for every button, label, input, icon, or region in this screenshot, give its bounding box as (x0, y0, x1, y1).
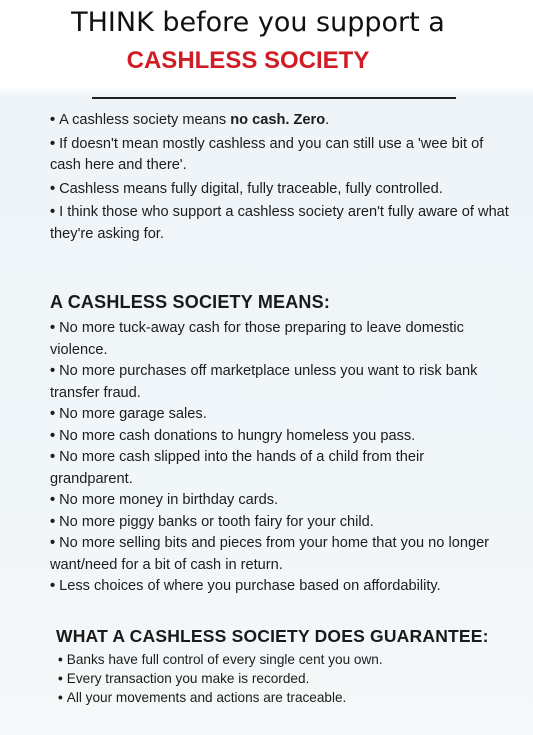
intro-item (50, 134, 510, 177)
list-item (58, 669, 498, 688)
list-item (50, 404, 510, 426)
list-item (50, 490, 510, 512)
intro-item-2-text: If doesn't mean mostly cashless and you can still use a 'wee bit of cash here and there'. (50, 135, 484, 174)
means-item-text: Less choices of where you purchase based on affordability. (59, 578, 441, 594)
intro-item (50, 110, 510, 132)
intro-item-3-text: Cashless means fully digital, fully traceable, fully controlled. (59, 180, 443, 197)
bullet-icon: • (58, 690, 63, 705)
guarantee-list (58, 650, 498, 707)
bullet-icon: • (50, 135, 56, 152)
bullet-icon: • (50, 513, 56, 530)
bullet-icon: • (58, 652, 63, 667)
means-item-text: No more purchases off marketplace unless you want to risk bank transfer fraud. (50, 363, 478, 401)
list-item (50, 361, 510, 404)
bullet-icon: • (50, 406, 56, 422)
bullet-icon: • (50, 535, 56, 551)
bullet-icon: • (50, 449, 56, 465)
bullet-icon: • (50, 320, 56, 336)
list-item (50, 318, 510, 361)
means-item-text: No more money in birthday cards. (59, 492, 279, 508)
list-item (58, 650, 498, 669)
guarantee-item-text: Every transaction you make is recorded. (66, 671, 310, 686)
intro-item (50, 202, 510, 245)
means-list (50, 318, 510, 598)
list-item (50, 576, 510, 598)
list-item (50, 426, 510, 448)
means-item-text: No more cash donations to hungry homeless you pass. (59, 427, 416, 444)
means-item-text: No more tuck-away cash for those preparing to leave domestic violence. (50, 320, 464, 358)
bullet-icon: • (50, 204, 56, 221)
title-line-1: THINK before you support a (71, 7, 445, 38)
bullet-icon: • (50, 112, 56, 128)
list-item (50, 533, 510, 576)
intro-item-1-text: A cashless society means (59, 112, 231, 128)
guarantee-item-text: All your movements and actions are traceable. (66, 690, 347, 705)
means-item-text: No more garage sales. (59, 406, 207, 422)
intro-item (50, 179, 510, 201)
means-item-text: No more selling bits and pieces from your home that you no longer want/need for a bit of cash in return. (50, 535, 490, 573)
title-line-2: CASHLESS SOCIETY (126, 47, 370, 74)
guarantee-heading: WHAT A CASHLESS SOCIETY DOES GUARANTEE: (56, 626, 489, 646)
bullet-icon: • (58, 671, 63, 686)
intro-item-4-text: I think those who support a cashless society aren't fully aware of what they're asking for. (50, 204, 509, 242)
guarantee-item-text: Banks have full control of every single cent you own. (66, 652, 383, 667)
means-heading: A CASHLESS SOCIETY MEANS: (50, 292, 331, 312)
intro-item-1-end: . (325, 112, 330, 128)
bullet-icon: • (50, 578, 56, 594)
list-item (50, 447, 510, 490)
list-item (58, 688, 498, 707)
divider-rule (92, 97, 456, 99)
bullet-icon: • (50, 427, 56, 444)
intro-list (50, 110, 510, 248)
bullet-icon: • (50, 492, 56, 508)
bullet-icon: • (50, 180, 56, 197)
intro-item-1-bold: no cash. Zero (230, 112, 326, 128)
bullet-icon: • (50, 363, 56, 379)
means-item-text: No more piggy banks or tooth fairy for your child. (59, 513, 374, 530)
means-item-text: No more cash slipped into the hands of a child from their grandparent. (50, 449, 425, 487)
list-item (50, 512, 510, 534)
